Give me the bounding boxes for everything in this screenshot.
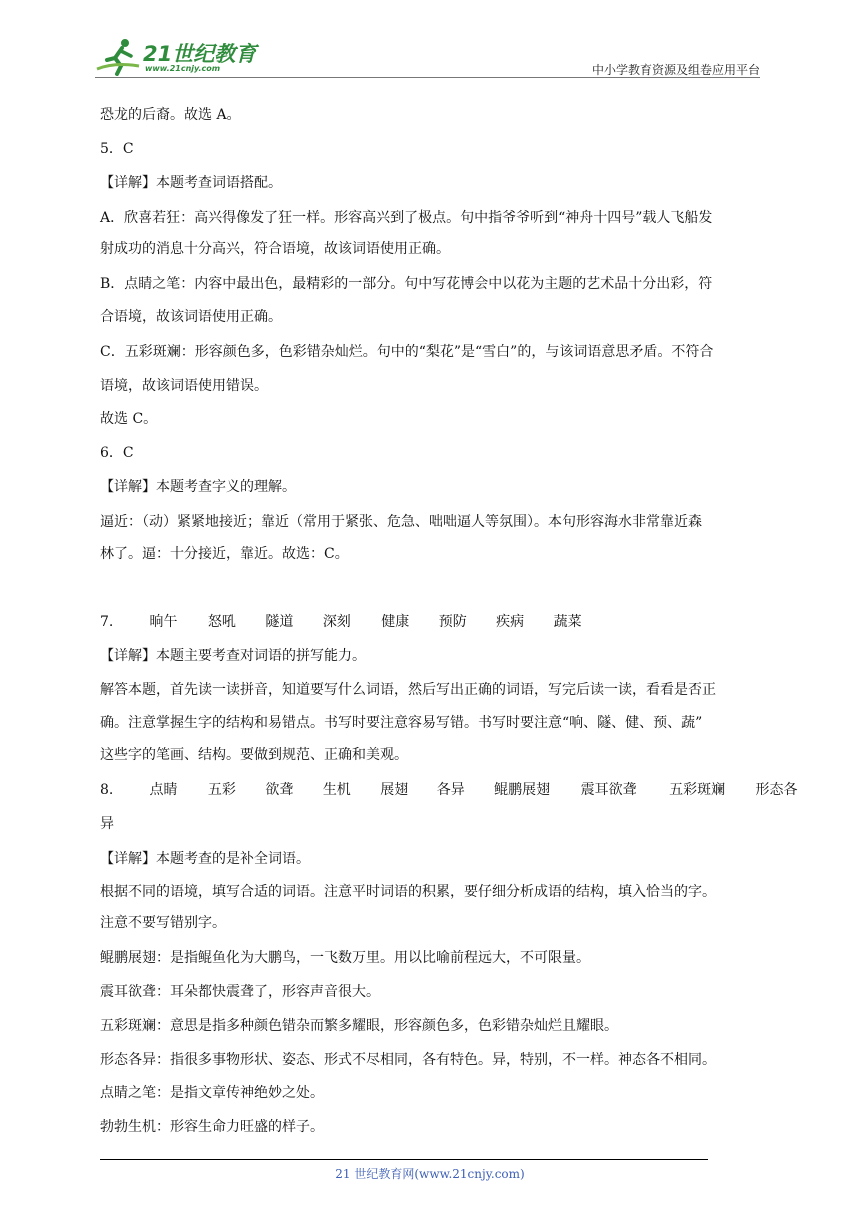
text-line: 确。注意掌握生字的结构和易错点。书写时要注意容易写错。书写时要注意“响、隧、健、预、蔬” — [100, 715, 703, 731]
text-line: A．欣喜若狂：高兴得像发了狂一样。形容高兴到了极点。句中指爷爷听到“神舟十四号”载人飞船发 — [100, 210, 713, 226]
text-line: 鲲鹏展翅：是指鲲鱼化为大鹏鸟，一飞数万里。用以比喻前程远大，不可限量。 — [100, 950, 590, 966]
text-line: 故选 C。 — [100, 411, 158, 427]
question-number: 5．C — [100, 141, 134, 157]
answer-word: 生机 — [322, 782, 351, 798]
answer-word: 蔬菜 — [553, 614, 582, 630]
text-line: 点睛之笔：是指文章传神绝妙之处。 — [100, 1085, 324, 1101]
header-divider — [95, 77, 760, 78]
text-line: 形态各异：指很多事物形状、姿态、形式不尽相同，各有特色。异，特别，不一样。神态各不相同。 — [100, 1052, 716, 1068]
text-line: 【详解】本题考查词语搭配。 — [100, 175, 282, 191]
answer-word: 怒吼 — [207, 614, 236, 630]
text-line: 解答本题，首先读一读拼音，知道要写什么词语，然后写出正确的词语，写完后读一读，看看是否正 — [100, 682, 716, 698]
text-line: 合语境，故该词语使用正确。 — [100, 309, 282, 325]
answer-word: 五彩斑斓 — [669, 782, 726, 798]
text-line: B．点睛之笔：内容中最出色，最精彩的一部分。句中写花博会中以花为主题的艺术品十分出彩，符 — [100, 276, 713, 292]
logo — [95, 36, 265, 76]
answer-word: 震耳欲聋 — [580, 782, 637, 798]
text-line: 【详解】本题主要考查对词语的拼写能力。 — [100, 648, 366, 664]
text-line: 震耳欲聋：耳朵都快震聋了，形容声音很大。 — [100, 984, 380, 1000]
text-line: 射成功的消息十分高兴，符合语境，故该词语使用正确。 — [100, 241, 450, 257]
answer-word: 疾病 — [496, 614, 525, 630]
answer-word: 五彩 — [207, 782, 236, 798]
platform-title: 中小学教育资源及组卷应用平台 — [591, 63, 760, 77]
text-line: 【详解】本题考查的是补全词语。 — [100, 851, 310, 867]
runner-logo-icon — [95, 36, 143, 76]
text-line: 语境，故该词语使用错误。 — [100, 378, 268, 394]
logo-url: www.21cnjy.com — [145, 64, 221, 73]
question-number: 6．C — [100, 445, 134, 461]
footer-divider — [100, 1159, 708, 1160]
answer-word: 隧道 — [265, 614, 294, 630]
answer-word: 点睛 — [149, 782, 178, 798]
text-line: 五彩斑斓：意思是指多种颜色错杂而繁多耀眼，形容颜色多，色彩错杂灿烂且耀眼。 — [100, 1018, 618, 1034]
answer-word: 形态各 — [755, 782, 798, 798]
answer-word: 各异 — [436, 782, 465, 798]
answer-8-row — [100, 780, 798, 800]
answer-word: 鲲鹏展翅 — [494, 782, 551, 798]
page-footer: 21 世纪教育网(www.21cnjy.com) — [335, 1167, 525, 1181]
answer-word: 欲聋 — [265, 782, 294, 798]
text-line: 根据不同的语境，填写合适的词语。注意平时词语的积累，要仔细分析成语的结构，填入恰当的字。 — [100, 884, 716, 900]
text-line: 注意不要写错别字。 — [100, 915, 226, 931]
answer-word: 预防 — [438, 614, 467, 630]
text-line: 逼近：（动）紧紧地接近；靠近（常用于紧张、危急、咄咄逼人等氛围）。本句形容海水非常靠近森 — [100, 514, 702, 530]
page-header — [95, 30, 760, 80]
logo-name: 21世纪教育 — [143, 42, 257, 66]
answer-7-row — [100, 612, 765, 632]
text-line: 这些字的笔画、结构。要做到规范、正确和美观。 — [100, 747, 408, 763]
answer-word: 晌午 — [149, 614, 178, 630]
text-line: C．五彩斑斓：形容颜色多，色彩错杂灿烂。句中的“梨花”是“雪白”的，与该词语意思矛盾。不符合 — [100, 344, 714, 360]
text-line: 恐龙的后裔。故选 A。 — [100, 107, 241, 123]
text-line: 异 — [100, 816, 114, 832]
text-line: 林了。逼：十分接近，靠近。故选：C。 — [100, 546, 349, 562]
answer-word: 健康 — [381, 614, 410, 630]
text-line: 【详解】本题考查字义的理解。 — [100, 479, 296, 495]
answer-word: 展翅 — [380, 782, 409, 798]
answer-word: 深刻 — [322, 614, 351, 630]
question-number: 8. — [100, 782, 114, 798]
text-line: 勃勃生机：形容生命力旺盛的样子。 — [100, 1119, 324, 1135]
question-number: 7. — [100, 614, 114, 630]
